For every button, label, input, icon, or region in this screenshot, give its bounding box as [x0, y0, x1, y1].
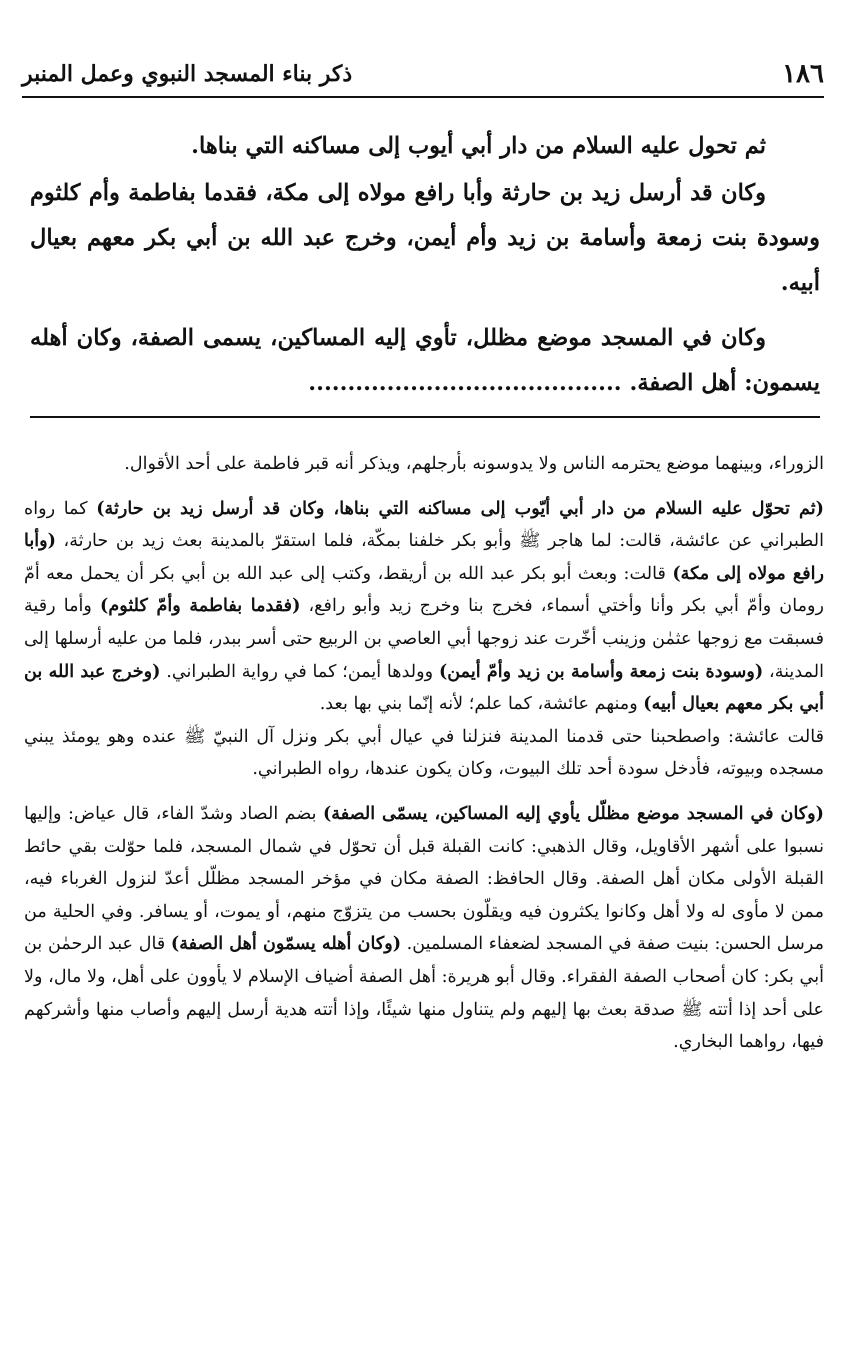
- quoted-phrase: (وأبا رافع مولاه إلى مكة): [24, 530, 824, 584]
- main-paragraph-3: [30, 316, 820, 406]
- quoted-phrase: (وخرج عبد الله بن أبي بكر معهم بعيال أبيه): [24, 660, 824, 715]
- quoted-phrase: (وسودة بنت زمعة وأسامة بن زيد وأمّ أيمن): [438, 660, 764, 682]
- commentary-span: كما رواه الطبراني عن عائشة، قالت: لما هاجر ﷺ وأبو بكر خلفنا بمكّة، فلما استقرّ بالمدينة بعث زيد بن حارثة،: [24, 498, 824, 552]
- ellipsis-dots: ........................................: [308, 370, 622, 396]
- page-number: ١٨٦: [782, 59, 824, 89]
- commentary-text: [24, 448, 824, 1059]
- main-text: [30, 124, 820, 406]
- running-title: ذكر بناء المسجد النبوي وعمل المنبر: [22, 61, 353, 87]
- commentary-paragraph-0: الزوراء، وبينهما موضع يحترمه الناس ولا يدوسونه بأرجلهم، ويذكر أنه قبر فاطمة على أحد الأقوال.: [124, 454, 824, 474]
- quoted-phrase: (ثم تحوّل عليه السلام من دار أبي أيّوب إلى مساكنه التي بناها، وكان قد أرسل زيد بن حارثة): [96, 497, 824, 519]
- commentary-paragraph-2: قالت عائشة: واصطحبنا حتى قدمنا المدينة فنزلنا في عيال أبي بكر ونزل آل النبيّ ﷺ عنده وهو يومئذ يبني مسجده وبيوته، فأدخل سودة أحد تلك البيوت، وكان يكون عندها، رواه الطبراني.: [24, 726, 824, 780]
- quoted-phrase: (فقدما بفاطمة وأمّ كلثوم): [100, 595, 301, 617]
- commentary-span: قالت: وبعث أبو بكر عبد الله بن أريقط، وكتب إلى عبد الله بن أبي بكر أن يحمل معه أمّ رومان وأمّ أبي بكر وأنا وأختي أسماء، فخرج بنا وخرج زيد وأبو رافع،: [24, 563, 824, 617]
- commentary-span: وأما رقية فسبقت مع زوجها عثمٰن وزينب أخّرت عند زوجها أبي العاصي بن الربيع حتى أسر ببدر، فلما من عليه أرسلها إلى المدينة،: [24, 596, 824, 682]
- commentary-paragraph-3: [24, 798, 824, 1059]
- commentary-span: بضم الصاد وشدّ الفاء، قال عياض: وإليها نسبوا على أشهر الأقاويل، وقال الذهبي: كانت القبلة قبل أن تحوّل في شمال المسجد، فلما حوّلت بقي حائط القبلة الأولى مكان أهل الصفة. وقال الحافظ: الصفة مكان في مؤخر المسجد مظلّل أعدّ لنزول الغرباء فيه، ممن لا مأوى له ولا أهل وكانوا يكثرون فيه ويقلّون بحسب من يتزوّج منهم، أو يموت، أو يسافر. وفي الحلية من مرسل الحسن: بنيت صفة في المسجد لضعفاء المسلمين.: [24, 803, 824, 955]
- main-paragraph-1: ثم تحول عليه السلام من دار أبي أيوب إلى مساكنه التي بناها.: [191, 133, 766, 159]
- separator-line: [30, 416, 820, 418]
- commentary-span: وولدها أيمن؛ كما في رواية الطبراني.: [160, 661, 439, 682]
- commentary-span: ومنهم عائشة، كما علم؛ لأنه إنّما بني بها بعد.: [319, 694, 644, 715]
- main-paragraph-2: وكان قد أرسل زيد بن حارثة وأبا رافع مولاه إلى مكة، فقدما بفاطمة وأم كلثوم وسودة بنت زمعة وأسامة بن زيد وأم أيمن، وخرج عبد الله بن أبي بكر معهم بعيال أبيه.: [30, 180, 820, 296]
- page-header: [22, 52, 824, 98]
- commentary-span: قال عبد الرحمٰن بن أبي بكر: كان أصحاب الصفة الفقراء. وقال أبو هريرة: أهل الصفة أضياف الإسلام لا يأوون على أهل، ولا مال، ولا على أحد إذا أتته ﷺ صدقة بعث بها إليهم ولم يتناول منها شيئًا، وإذا أتته هدية أرسل إليهم وأصاب منها وأشركهم فيها، رواهما البخاري.: [24, 934, 824, 1053]
- quoted-phrase: (وكان أهله يسمّون أهل الصفة): [170, 933, 402, 955]
- main-paragraph-3-text: وكان في المسجد موضع مظلل، تأوي إليه المساكين، يسمى الصفة، وكان أهله يسمون: أهل الصفة.: [30, 325, 820, 396]
- commentary-paragraph-1: [24, 493, 824, 721]
- quoted-phrase: (وكان في المسجد موضع مظلّل يأوي إليه المساكين، يسمّى الصفة): [322, 802, 824, 824]
